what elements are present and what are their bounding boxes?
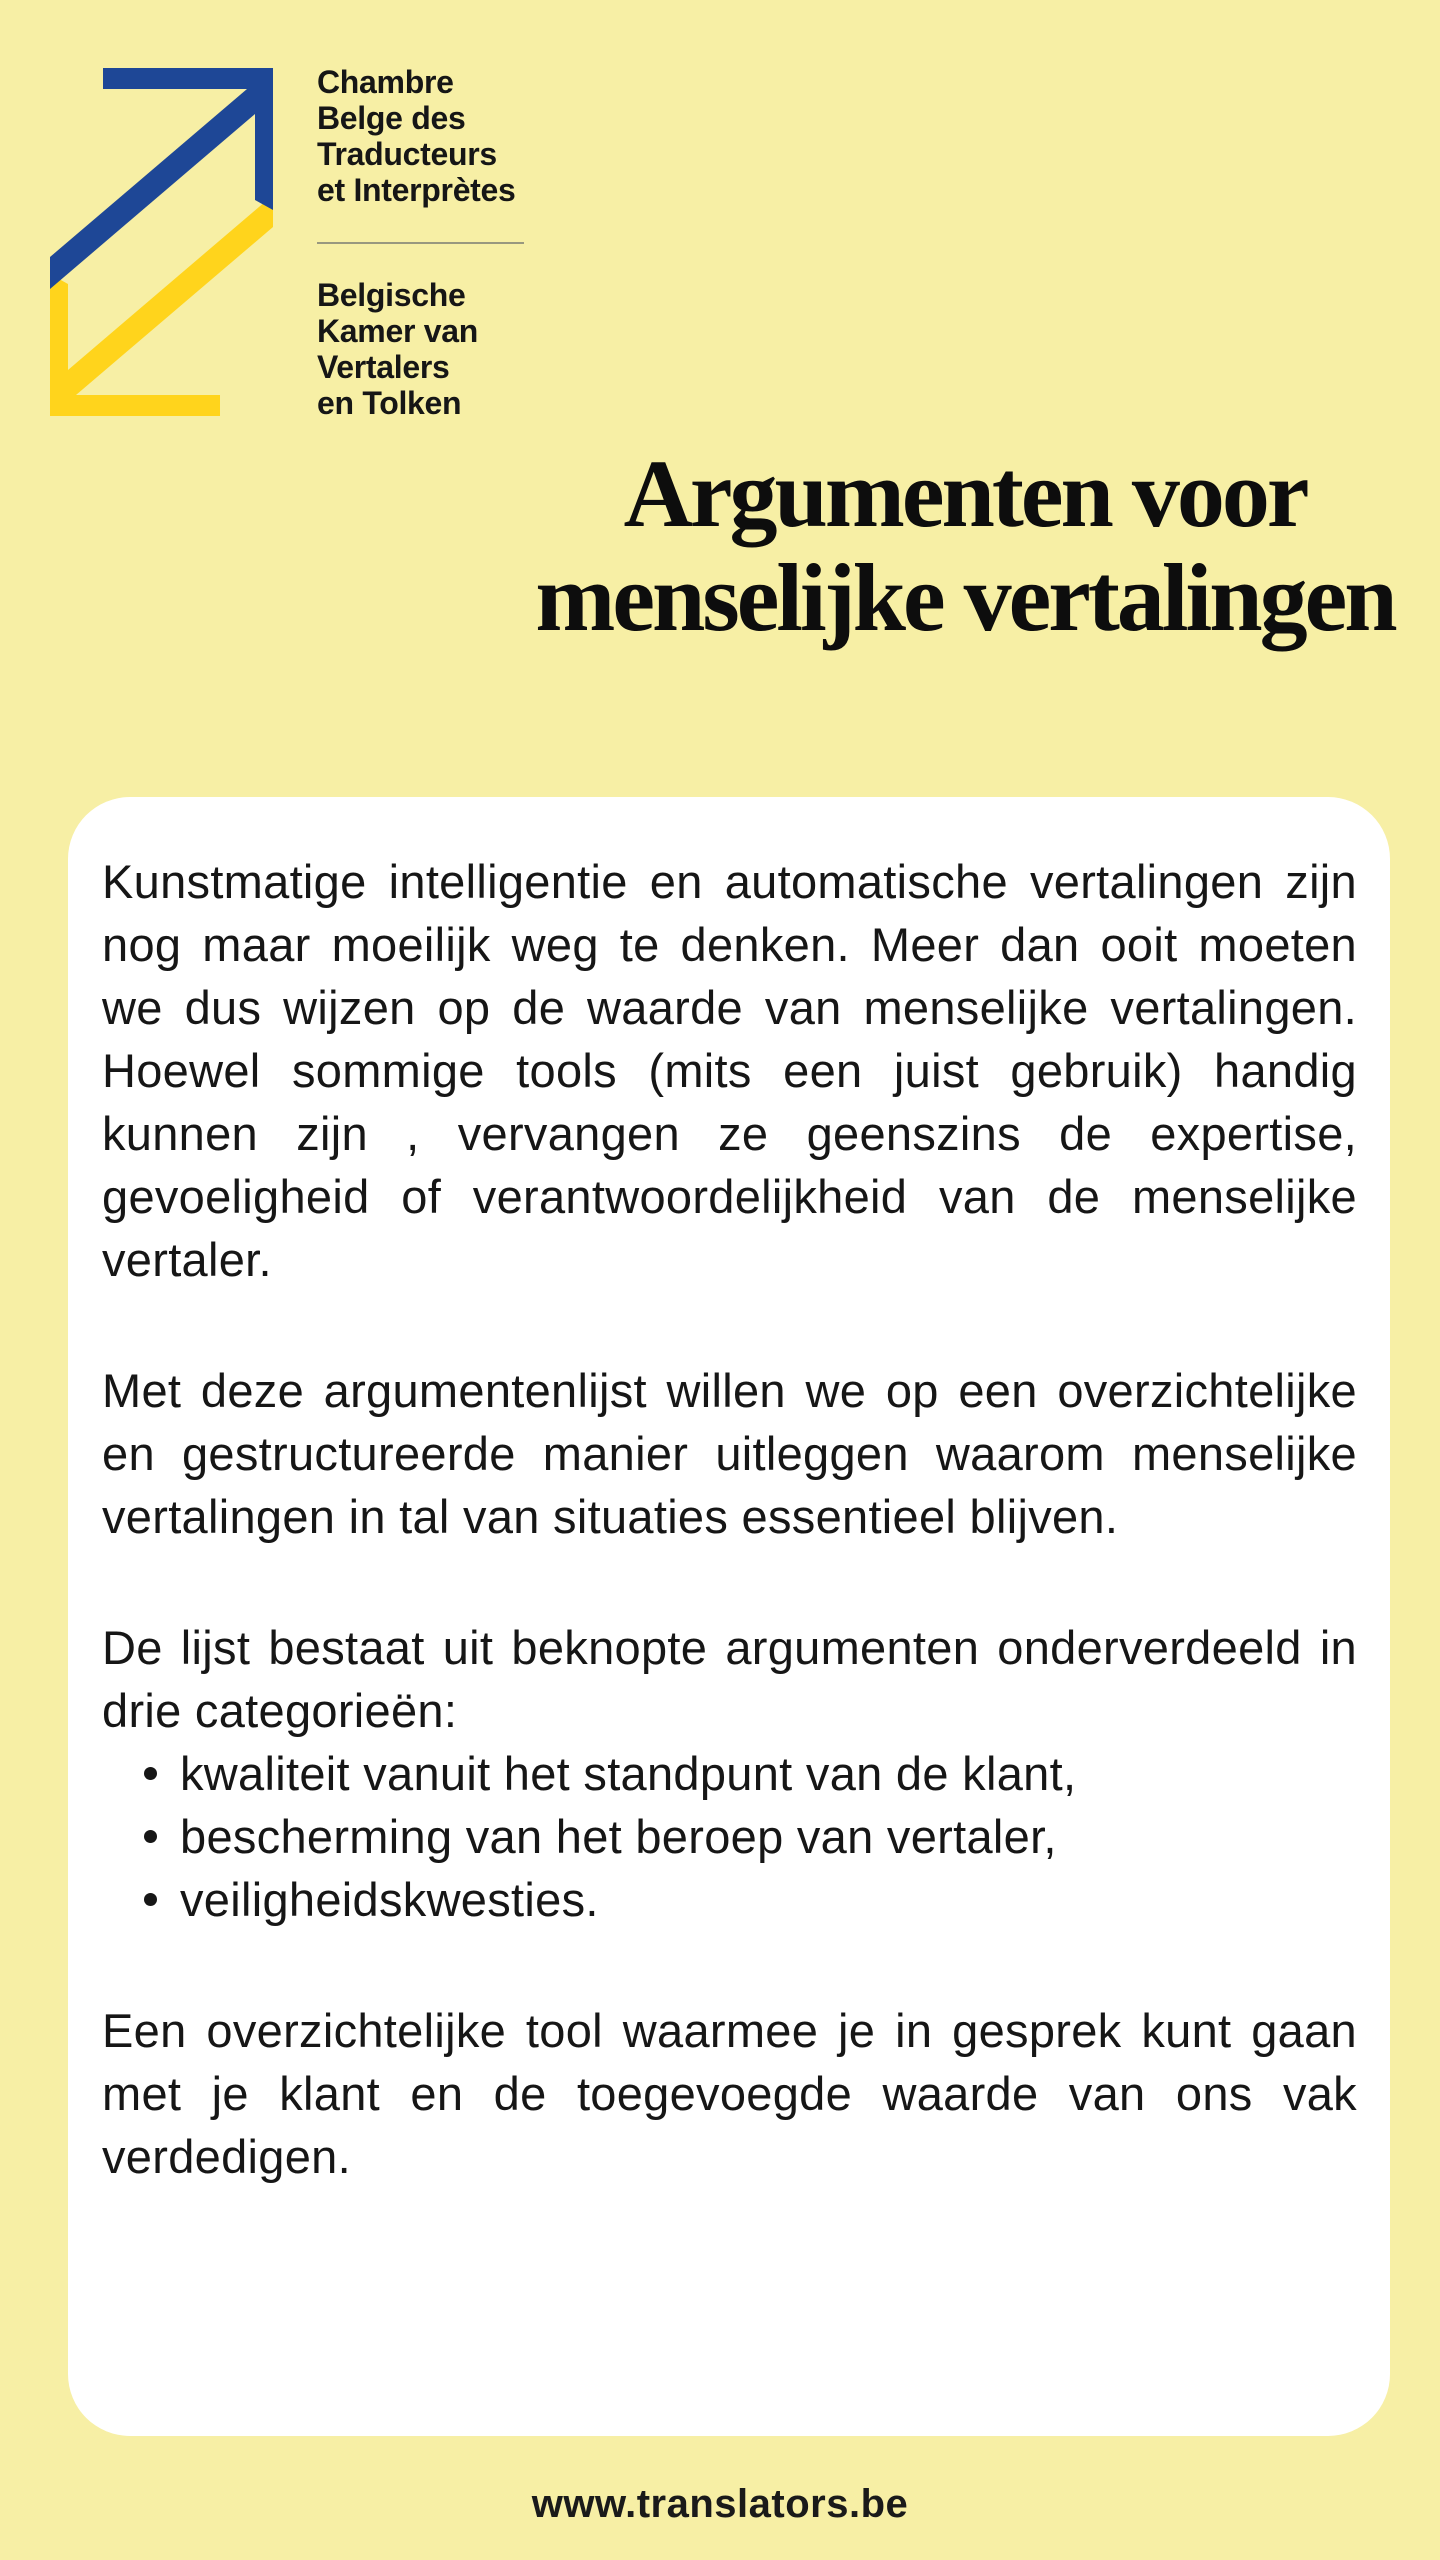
cbti-bkvt-double-arrow-logo-icon bbox=[50, 60, 273, 416]
poster-title-line2: menselijke vertalingen bbox=[535, 544, 1395, 651]
brand-line: Kamer van bbox=[317, 313, 478, 349]
intro-paragraph: Kunstmatige intelligentie en automatische vertalingen zijn nog maar moeilijk weg te denken. Meer dan ooit moeten we dus wijzen op de waarde van menselijke vertalingen. Hoewel sommige tools (mits een juist gebruik) handig kunnen zijn , vervangen ze geenszins de expertise, gevoeligheid of verantwoordelijkheid van de menselijke vertaler. bbox=[102, 855, 1357, 1286]
closing-paragraph: Een overzichtelijke tool waarmee je in gesprek kunt gaan met je klant en de toegevoegde waarde van ons vak verdedigen. bbox=[102, 2004, 1357, 2183]
categories-list bbox=[102, 1742, 1357, 1931]
footer-website-url: www.translators.be bbox=[531, 2482, 909, 2526]
poster-title bbox=[460, 442, 1440, 650]
brand-name-dutch bbox=[317, 277, 637, 421]
bullet-dot-icon bbox=[144, 1893, 157, 1906]
content-card bbox=[68, 797, 1390, 2436]
purpose-paragraph: Met deze argumentenlijst willen we op een overzichtelijke en gestructureerde manier uitleggen waarom menselijke vertalingen in tal van situaties essentieel blijven. bbox=[102, 1364, 1357, 1543]
bullet-dot-icon bbox=[144, 1767, 157, 1780]
brand-line: et Interprètes bbox=[317, 172, 516, 208]
list-item-text: bescherming van het beroep van vertaler, bbox=[180, 1810, 1057, 1863]
brand-divider-line bbox=[317, 242, 524, 244]
brand-name-french bbox=[317, 64, 637, 208]
brand-line: Chambre bbox=[317, 64, 454, 100]
poster-title-line1: Argumenten voor bbox=[623, 440, 1307, 547]
list-item bbox=[102, 1742, 1357, 1805]
list-item bbox=[102, 1868, 1357, 1931]
categories-paragraph: De lijst bestaat uit beknopte argumenten onderverdeeld in drie categorieën: bbox=[102, 1621, 1357, 1737]
brand-line: Belge des bbox=[317, 100, 466, 136]
list-item-text: kwaliteit vanuit het standpunt van de klant, bbox=[180, 1747, 1077, 1800]
brand-line: Vertalers bbox=[317, 349, 450, 385]
brand-line: Traducteurs bbox=[317, 136, 497, 172]
bullet-dot-icon bbox=[144, 1830, 157, 1843]
brand-line: en Tolken bbox=[317, 385, 462, 421]
list-item bbox=[102, 1805, 1357, 1868]
list-item-text: veiligheidskwesties. bbox=[180, 1873, 599, 1926]
brand-line: Belgische bbox=[317, 277, 466, 313]
